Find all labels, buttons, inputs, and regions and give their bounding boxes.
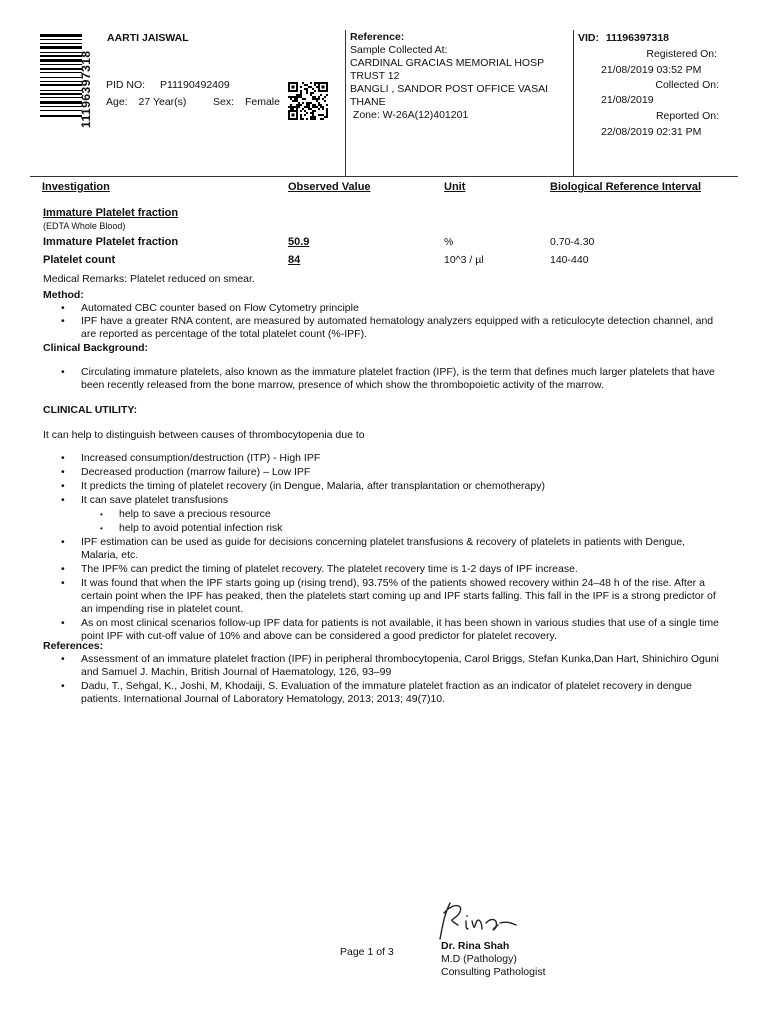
clinical-utility-list-b [43, 536, 723, 643]
pid-value: P11190492409 [160, 79, 230, 91]
medical-remarks: Medical Remarks: Platelet reduced on smear. [43, 273, 255, 285]
header-divider-right [573, 30, 574, 176]
list-item: • As on most clinical scenarios follow-up IPF data for patients is not available, it has been shown in various studies that use of a single time point IPF with cut-off value of 10% and above can be considered a good predictor for platelet recovery. [43, 617, 723, 643]
table-header-reference-interval: Biological Reference Interval [550, 181, 701, 193]
row-test-name: Platelet count [43, 254, 116, 266]
reference-heading: Reference: [350, 31, 405, 43]
clinical-background-list [43, 366, 723, 392]
list-item: • IPF estimation can be used as guide for decisions concerning platelet transfusions & recovery of platelets in patients with Dengue, Malaria, etc. [43, 536, 723, 562]
list-item: • IPF have a greater RNA content, are measured by automated hematology analyzers equipped with a reticulocyte detection channel, and are reported as percentage of the total platelet count (%-IPF). [43, 315, 723, 341]
clinical-utility-heading: CLINICAL UTILITY: [43, 404, 138, 416]
doctor-designation: Consulting Pathologist [441, 966, 546, 978]
reference-line: BANGLI , SANDOR POST OFFICE VASAI [350, 83, 548, 95]
qr-code-icon [288, 82, 328, 120]
list-item: • Automated CBC counter based on Flow Cytometry principle [43, 302, 723, 315]
barcode-bars [40, 34, 82, 134]
test-title: Immature Platelet fraction [43, 207, 179, 219]
list-item: • It was found that when the IPF starts going up (rising trend), 93.75% of the patients showed recovery within 24–48 h of the rise. After a certain point when the IPF has peaked, then the platelets start coming up and IPF starts falling. This fall in the IPF is a strong predictor of an impending rise in platelet count. [43, 577, 723, 616]
vid-block [578, 32, 718, 45]
sex-label: Sex: [213, 96, 235, 108]
list-item: • Decreased production (marrow failure) – Low IPF [43, 466, 723, 479]
method-list [43, 302, 723, 341]
pid-label: PID NO: [106, 79, 146, 91]
row-observed-value: 84 [288, 254, 301, 266]
list-item: • It can save platelet transfusions [43, 494, 723, 507]
list-item: • Circulating immature platelets, also known as the immature platelet fraction (IPF), is the term that defines much larger platelets that have been recently released from the bone marrow, presence of which show the thrombopoietic activity of the marrow. [43, 366, 723, 392]
list-item: • help to save a precious resource [43, 508, 723, 521]
doctor-qualification: M.D (Pathology) [441, 953, 517, 965]
table-row [0, 254, 768, 270]
age-row [106, 96, 186, 109]
row-unit: 10^3 / µl [444, 254, 484, 266]
references-list [43, 653, 723, 706]
collected-value: 21/08/2019 [601, 94, 654, 106]
age-label: Age: [106, 96, 128, 108]
barcode-text: 11196397318 [79, 50, 93, 128]
pid-row [106, 79, 230, 92]
row-range: 140-440 [550, 254, 589, 266]
specimen-type: (EDTA Whole Blood) [43, 221, 126, 231]
reference-line: Zone: W-26A(12)401201 [350, 109, 469, 121]
barcode [40, 34, 82, 134]
age-value: 27 Year(s) [138, 96, 187, 108]
clinical-utility-intro: It can help to distinguish between causes of thrombocytopenia due to [43, 429, 365, 441]
reference-block [350, 31, 572, 122]
header-divider-left [345, 30, 346, 176]
table-header-investigation: Investigation [42, 181, 110, 193]
references-heading: References: [43, 640, 104, 652]
reported-label: Reported On: [655, 110, 719, 122]
sex-row [213, 96, 280, 109]
signature [436, 895, 526, 945]
list-item: • The IPF% can predict the timing of platelet recovery. The platelet recovery time is 1-2 days of IPF increase. [43, 563, 723, 576]
registered-label: Registered On: [646, 48, 717, 60]
table-header-unit: Unit [444, 181, 466, 193]
clinical-background-heading: Clinical Background: [43, 342, 149, 354]
list-item: • It predicts the timing of platelet recovery (in Dengue, Malaria, after transplantation or chemotherapy) [43, 480, 723, 493]
collected-label: Collected On: [655, 79, 719, 91]
reference-line: CARDINAL GRACIAS MEMORIAL HOSP [350, 57, 545, 69]
sex-value: Female [244, 96, 280, 108]
header-bottom-rule [30, 176, 738, 177]
reference-line: THANE [350, 96, 386, 108]
reported-value: 22/08/2019 02:31 PM [601, 126, 702, 138]
table-row [0, 236, 768, 252]
page-number: Page 1 of 3 [340, 946, 394, 958]
row-unit: % [444, 236, 454, 248]
method-heading: Method: [43, 289, 84, 301]
registered-value: 21/08/2019 03:52 PM [601, 64, 702, 76]
vid-row [578, 32, 718, 45]
row-observed-value: 50.9 [288, 236, 310, 248]
reference-line: Sample Collected At: [350, 44, 448, 56]
clinical-utility-list-a [43, 452, 723, 507]
table-header-observed-value: Observed Value [288, 181, 371, 193]
list-item: • Increased consumption/destruction (ITP) - High IPF [43, 452, 723, 465]
reference-line: TRUST 12 [350, 70, 400, 82]
row-range: 0.70-4.30 [550, 236, 595, 248]
vid-label: VID: [578, 32, 599, 44]
list-item: • Assessment of an immature platelet fraction (IPF) in peripheral thrombocytopenia, Carol Briggs, Stefan Kunka,Dan Hart, Shinichiro Oguni and Samuel J. Machin, British Journal of Haematology, 126, 93–99 [43, 653, 723, 679]
clinical-utility-sub-list [43, 508, 723, 535]
vid-value: 11196397318 [605, 32, 669, 44]
patient-name: AARTI JAISWAL [107, 32, 189, 44]
doctor-name: Dr. Rina Shah [441, 940, 510, 952]
list-item: • Dadu, T., Sehgal, K., Joshi, M, Khodaiji, S. Evaluation of the immature platelet fraction as an indicator of platelet recovery in dengue patients. International Journal of Laboratory Hematology, 2013; 2013; 49(7)10. [43, 680, 723, 706]
list-item: • help to avoid potential infection risk [43, 522, 723, 535]
row-test-name: Immature Platelet fraction [43, 236, 179, 248]
